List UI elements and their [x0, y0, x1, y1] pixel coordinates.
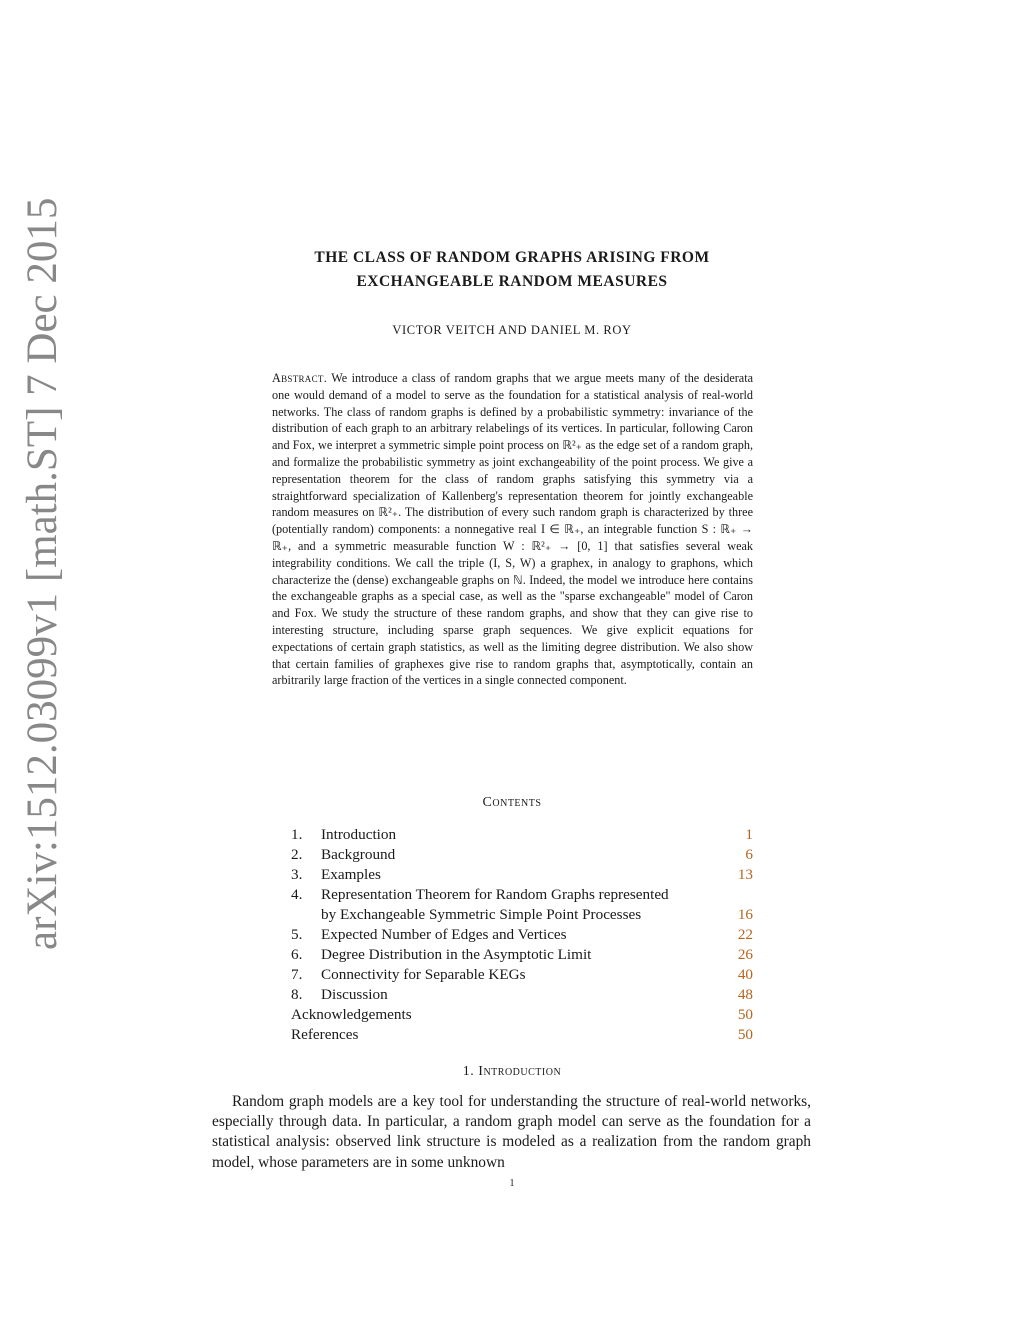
- toc-page-link[interactable]: 22: [737, 926, 753, 943]
- toc-page-link[interactable]: 50: [737, 1006, 753, 1023]
- toc-page-link[interactable]: 50: [737, 1026, 753, 1043]
- toc-entry-number: 3.: [291, 866, 303, 883]
- toc-entry-number: 2.: [291, 846, 303, 863]
- toc-entry-number: 5.: [291, 926, 303, 943]
- toc-page-link[interactable]: 40: [737, 966, 753, 983]
- toc-page-link[interactable]: 48: [737, 986, 753, 1003]
- toc-entry-title: Representation Theorem for Random Graphs represented: [321, 886, 669, 903]
- toc-entry-representation-theorem[interactable]: [291, 885, 753, 925]
- toc-entry-discussion[interactable]: [291, 985, 753, 1005]
- toc-entry-examples[interactable]: [291, 865, 753, 885]
- abstract-text: We introduce a class of random graphs that we argue meets many of the desiderata one would demand of a model to serve as the foundation for a statistical analysis of real-world networks. The class of random graphs is defined by a probabilistic symmetry: invariance of the distribution of each graph to an arbitrary relabelings of its vertices. In particular, following Caron and Fox, we interpret a symmetric simple point process on ℝ²₊ as the edge set of a random graph, and formalize the probabilistic symmetry as joint exchangeability of the point process. We give a representation theorem for the class of random graphs satisfying this symmetry via a straightforward specialization of Kallenberg's representation theorem for jointly exchangeable random measures on ℝ²₊. The distribution of every such random graph is characterized by three (potentially random) components: a nonnegative real I ∈ ℝ₊, an integrable function S : ℝ₊ → ℝ₊, and a symmetric measurable function W : ℝ²₊ → [0, 1] that satisfies several weak integrability conditions. We call the triple (I, S, W) a graphex, in analogy to graphons, which characterize the (dense) exchangeable graphs on ℕ. Indeed, the model we introduce here contains the exchangeable graphs as a special case, as well as the "sparse exchangeable" model of Caron and Fox. We study the structure of these random graphs, and show that they can give rise to interesting structure, including sparse graph sequences. We give explicit equations for expectations of certain graph statistics, as well as the limiting degree distribution. We also show that certain families of graphexes give rise to random graphs that, asymptotically, contain an arbitrarily large fraction of the vertices in a single connected component.: [272, 371, 754, 688]
- toc-entry-acknowledgements[interactable]: [291, 1005, 753, 1025]
- toc-entry-background[interactable]: [291, 845, 753, 865]
- introduction-paragraph: Random graph models are a key tool for understanding the structure of real-world networks, especially through data. In particular, a random graph model can serve as the foundation for a statistical analysis: observed link structure is modeled as a realization from the random graph model, whose parameters are in some unknown: [212, 1093, 811, 1171]
- toc-page-link[interactable]: 6: [745, 846, 753, 863]
- section-number: 1.: [462, 1064, 475, 1079]
- toc-entry-title: Connectivity for Separable KEGs: [321, 966, 526, 983]
- toc-entry-expected-number[interactable]: [291, 925, 753, 945]
- toc-entry-connectivity[interactable]: [291, 965, 753, 985]
- toc-page-link[interactable]: 1: [745, 826, 753, 843]
- title-line-2: EXCHANGEABLE RANDOM MEASURES: [356, 273, 668, 290]
- toc-entry-number: 7.: [291, 966, 303, 983]
- toc-entry-degree-distribution[interactable]: [291, 945, 753, 965]
- toc-entry-title: Discussion: [321, 986, 388, 1003]
- page-number: 1: [509, 1178, 515, 1189]
- toc-entry-number: 8.: [291, 986, 303, 1003]
- paper-title: [230, 246, 794, 294]
- toc-entry-title: Background: [321, 846, 396, 863]
- toc-entry-references[interactable]: [291, 1025, 753, 1045]
- author-list: VICTOR VEITCH AND DANIEL M. ROY: [392, 323, 632, 337]
- toc-page-link[interactable]: 16: [737, 906, 753, 923]
- toc-page-link[interactable]: 26: [737, 946, 753, 963]
- toc-entry-title: Introduction: [321, 826, 397, 843]
- section-title: Introduction: [478, 1064, 562, 1079]
- toc-entry-title: Acknowledgements: [291, 1006, 412, 1023]
- toc-entry-title: Expected Number of Edges and Vertices: [321, 926, 567, 943]
- toc-entry-number: 4.: [291, 886, 303, 903]
- contents-title: Contents: [482, 795, 542, 810]
- toc-entry-number: 6.: [291, 946, 303, 963]
- toc-page-link[interactable]: 13: [737, 866, 753, 883]
- toc-entry-number: 1.: [291, 826, 303, 843]
- toc-entry-introduction[interactable]: [291, 825, 753, 845]
- section-heading-introduction: [380, 1064, 644, 1080]
- title-line-1: THE CLASS OF RANDOM GRAPHS ARISING FROM: [314, 249, 710, 266]
- toc-entry-title: Examples: [321, 866, 381, 883]
- toc-entry-title-continuation: by Exchangeable Symmetric Simple Point Processes: [321, 906, 642, 923]
- abstract-heading: Abstract.: [272, 371, 328, 385]
- table-of-contents: [291, 825, 753, 1045]
- toc-entry-title: References: [291, 1026, 359, 1043]
- toc-entry-title: Degree Distribution in the Asymptotic Limit: [321, 946, 592, 963]
- arxiv-identifier-stamp: arXiv:1512.03099v1 [math.ST] 7 Dec 2015: [19, 197, 66, 950]
- abstract: [272, 370, 753, 689]
